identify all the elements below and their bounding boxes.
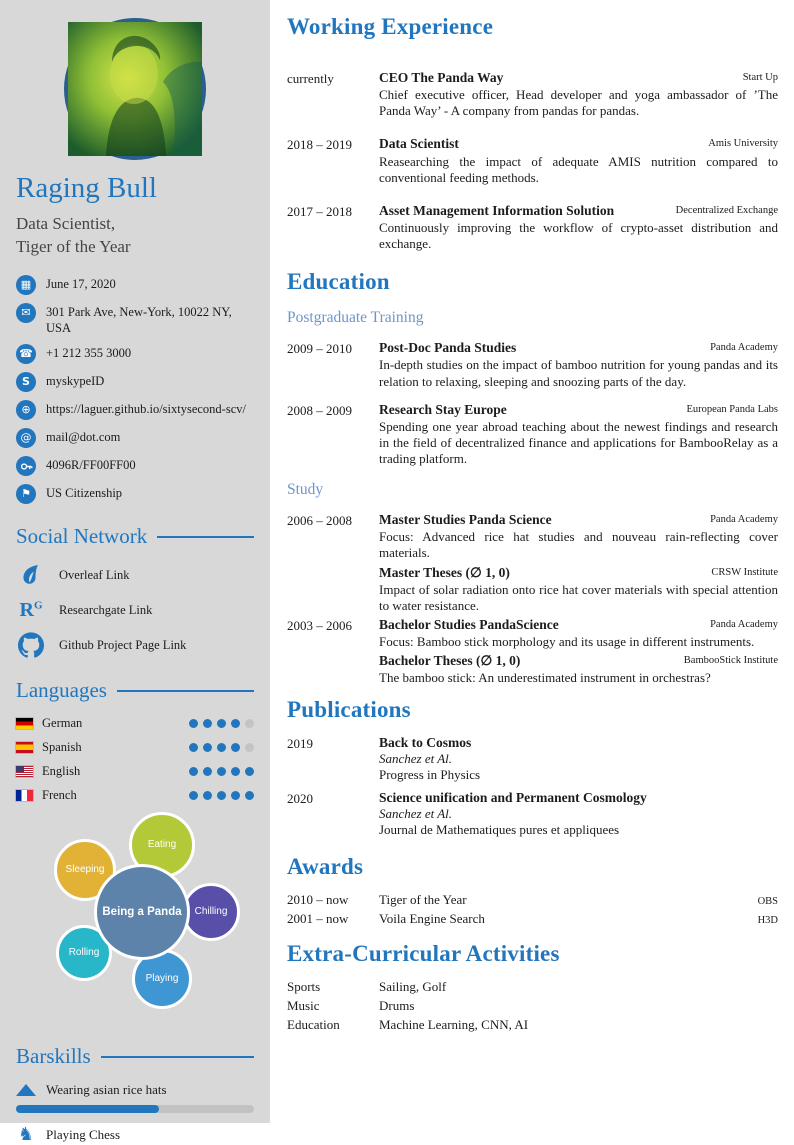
entry-title: Data Scientist bbox=[379, 136, 459, 152]
github-icon[interactable] bbox=[16, 632, 46, 658]
envelope-icon: ✉ bbox=[16, 303, 36, 323]
entry-description: Continuously improving the workflow of crypto-asset distribution and exchange. bbox=[379, 220, 778, 252]
publication-entry bbox=[287, 735, 778, 783]
experience-entry bbox=[287, 136, 778, 185]
language-row bbox=[16, 788, 254, 803]
award-row bbox=[287, 911, 778, 927]
section-heading-awards: Awards bbox=[287, 853, 364, 879]
calendar-icon: ▦ bbox=[16, 275, 36, 295]
sidebar bbox=[0, 0, 270, 1145]
language-name: Spanish bbox=[42, 740, 82, 755]
barskill-label: Wearing asian rice hats bbox=[46, 1082, 167, 1098]
barskill-rice-hats bbox=[16, 1082, 254, 1113]
entry-organization: Panda Academy bbox=[710, 514, 778, 526]
chess-knight-icon: ♞ bbox=[17, 1124, 35, 1145]
extra-category: Education bbox=[287, 1016, 340, 1032]
extra-row bbox=[287, 1017, 778, 1033]
publication-authors: Sanchez et Al. bbox=[379, 805, 453, 821]
language-row bbox=[16, 764, 254, 779]
us-flag bbox=[16, 766, 33, 777]
entry-organization: European Panda Labs bbox=[686, 403, 778, 415]
entry-period bbox=[287, 653, 379, 686]
publication-title: Science unification and Permanent Cosmology bbox=[379, 789, 647, 805]
bubble-playing: Playing bbox=[132, 949, 192, 1009]
section-heading-publications: Publications bbox=[287, 696, 411, 722]
languages-list bbox=[16, 716, 254, 803]
entry-title: Asset Management Information Solution bbox=[379, 202, 615, 218]
subsection-heading-study: Study bbox=[287, 481, 324, 499]
person-name: Raging Bull bbox=[16, 172, 157, 204]
section-heading-extra-curricular: Extra-Curricular Activities bbox=[287, 940, 560, 966]
key-icon bbox=[16, 456, 36, 476]
section-heading-education: Education bbox=[287, 269, 390, 295]
personality-bubble-chart bbox=[16, 812, 254, 1024]
social-item-researchgate bbox=[16, 600, 254, 620]
bubble-chilling: Chilling bbox=[182, 883, 240, 941]
entry-title: Bachelor Studies PandaScience bbox=[379, 616, 559, 632]
extra-row bbox=[287, 979, 778, 995]
publication-entry bbox=[287, 790, 778, 838]
entry-description: In-depth studies on the impact of bamboo nutrition for young pandas and its relation to relaxing, sleeping and snoozing parts of the day. bbox=[379, 357, 778, 389]
entry-organization: Amis University bbox=[708, 138, 778, 150]
entry-organization: Decentralized Exchange bbox=[675, 204, 778, 216]
entry-description: Focus: Advanced rice hat studies and nouveau rain-reflecting cover materials. bbox=[379, 529, 778, 561]
extra-value: Sailing, Golf bbox=[379, 978, 447, 994]
social-network-heading: Social Network bbox=[16, 524, 254, 549]
entry-description: Reasearching the impact of adequate AMIS nutrition compared to conventional feeding methods. bbox=[379, 153, 778, 185]
language-row bbox=[16, 716, 254, 731]
language-level-dots bbox=[184, 743, 254, 752]
french-flag bbox=[16, 790, 33, 801]
extra-value: Drums bbox=[379, 997, 415, 1013]
extra-row bbox=[287, 998, 778, 1014]
barskill-progress-bar bbox=[16, 1105, 254, 1113]
thesis-entry bbox=[287, 653, 778, 686]
contact-item-email: @ mail@dot.com bbox=[16, 428, 254, 448]
contact-item-phone: ☎ +1 212 355 3000 bbox=[16, 344, 254, 364]
at-icon: @ bbox=[16, 428, 36, 448]
experience-entry bbox=[287, 203, 778, 252]
language-level-dots bbox=[184, 791, 254, 800]
entry-period: 2008 – 2009 bbox=[287, 402, 352, 418]
entry-period: currently bbox=[287, 71, 334, 86]
entry-organization: Panda Academy bbox=[710, 342, 778, 354]
entry-title: Post-Doc Panda Studies bbox=[379, 340, 517, 356]
award-period: 2001 – now bbox=[287, 910, 349, 926]
entry-organization: BambooStick Institute bbox=[683, 655, 778, 667]
language-level-dots bbox=[184, 767, 254, 776]
publication-year: 2020 bbox=[287, 790, 313, 806]
bubble-sleeping: Sleeping bbox=[54, 839, 116, 901]
bubble-eating: Eating bbox=[129, 812, 195, 878]
entry-period: 2017 – 2018 bbox=[287, 203, 352, 219]
profile-photo bbox=[64, 18, 206, 160]
extra-value: Machine Learning, CNN, AI bbox=[379, 1016, 529, 1032]
entry-description: Chief executive officer, Head developer and yoga ambassador of ’The Panda Way’ - A company from pandas for pandas. bbox=[379, 87, 778, 119]
phone-icon: ☎ bbox=[16, 344, 36, 364]
entry-title: Master Theses (∅ 1, 0) bbox=[379, 564, 510, 580]
entry-description: Focus: Bamboo stick morphology and its usage in different instruments. bbox=[379, 634, 755, 650]
entry-title: Master Studies Panda Science bbox=[379, 512, 552, 528]
subsection-heading-postgraduate: Postgraduate Training bbox=[287, 309, 424, 327]
entry-period bbox=[287, 565, 379, 614]
german-flag bbox=[16, 718, 33, 729]
thesis-entry bbox=[287, 565, 778, 614]
extra-category: Sports bbox=[287, 978, 321, 994]
globe-icon: ⊕ bbox=[16, 400, 36, 420]
contact-item-address: ✉ 301 Park Ave, New-York, 10022 NY, USA bbox=[16, 303, 254, 336]
barskills-heading: Barskills bbox=[16, 1044, 254, 1069]
contact-item-birthday: ▦ June 17, 2020 bbox=[16, 275, 254, 295]
languages-heading: Languages bbox=[16, 678, 254, 703]
publication-authors: Sanchez et Al. bbox=[379, 750, 453, 766]
publication-journal: Progress in Physics bbox=[379, 766, 481, 782]
award-organization: H3D bbox=[757, 914, 778, 926]
education-entry bbox=[287, 617, 778, 650]
education-entry bbox=[287, 402, 778, 468]
publication-title: Back to Cosmos bbox=[379, 734, 472, 750]
researchgate-icon[interactable]: $R^G$ bbox=[19, 599, 43, 622]
social-links bbox=[16, 562, 254, 658]
section-heading-working-experience: Working Experience bbox=[287, 14, 494, 39]
entry-organization: Panda Academy bbox=[710, 618, 778, 630]
contact-item-website: ⊕ https://laguer.github.io/sixtysecond-scv/ bbox=[16, 400, 254, 420]
entry-period: 2018 – 2019 bbox=[287, 137, 352, 153]
award-title: Tiger of the Year bbox=[379, 891, 467, 907]
contact-item-pgp-key: 4096R/FF00FF00 bbox=[16, 456, 254, 476]
award-row bbox=[287, 892, 778, 908]
overleaf-icon[interactable] bbox=[16, 562, 46, 588]
language-name: French bbox=[42, 788, 77, 803]
entry-title: CEO The Panda Way bbox=[379, 70, 504, 85]
publication-year: 2019 bbox=[287, 735, 313, 751]
education-entry bbox=[287, 512, 778, 561]
person-role: Data Scientist, Tiger of the Year bbox=[16, 214, 131, 256]
skype-icon: S bbox=[16, 372, 36, 392]
contact-item-citizenship: ⚑ US Citizenship bbox=[16, 484, 254, 504]
language-name: English bbox=[42, 764, 81, 779]
entry-period: 2003 – 2006 bbox=[287, 617, 352, 633]
profile-photo-image bbox=[68, 22, 202, 156]
award-organization: OBS bbox=[757, 895, 778, 907]
entry-organization: CRSW Institute bbox=[711, 566, 778, 578]
main-content bbox=[270, 0, 794, 1123]
entry-description: Spending one year abroad teaching about the newest findings and research in the field of decentralized finance and applications for BambooRelay as a trading platform. bbox=[379, 418, 778, 467]
spanish-flag bbox=[16, 742, 33, 753]
entry-description: The bamboo stick: An underestimated instrument in orchestras? bbox=[379, 670, 711, 686]
social-link-label[interactable]: Researchgate Link bbox=[59, 602, 153, 617]
social-item-overleaf bbox=[16, 562, 254, 588]
barskill-chess bbox=[16, 1126, 254, 1144]
language-level-dots bbox=[184, 719, 254, 728]
extra-category: Music bbox=[287, 997, 320, 1013]
entry-period: 2009 – 2010 bbox=[287, 341, 352, 357]
social-link-label[interactable]: Github Project Page Link bbox=[59, 637, 187, 652]
experience-entry bbox=[287, 70, 778, 119]
rice-hat-icon bbox=[16, 1084, 36, 1096]
award-title: Voila Engine Search bbox=[379, 910, 485, 926]
contact-item-skype: S myskypeID bbox=[16, 372, 254, 392]
language-name: German bbox=[42, 716, 83, 731]
entry-description: Impact of solar radiation onto rice hat cover materials with special attention to water resistance. bbox=[379, 581, 778, 613]
entry-title: Bachelor Theses (∅ 1, 0) bbox=[379, 653, 521, 669]
entry-period: 2006 – 2008 bbox=[287, 513, 352, 529]
entry-title: Research Stay Europe bbox=[379, 401, 507, 417]
social-link-label[interactable]: Overleaf Link bbox=[59, 567, 130, 582]
contact-list bbox=[16, 275, 254, 504]
language-row bbox=[16, 740, 254, 755]
bubble-being-a-panda: Being a Panda bbox=[94, 864, 190, 960]
flag-icon: ⚑ bbox=[16, 484, 36, 504]
award-period: 2010 – now bbox=[287, 891, 349, 907]
bubble-rolling: Rolling bbox=[56, 925, 112, 981]
entry-organization: Start Up bbox=[742, 72, 778, 83]
barskill-label: Playing Chess bbox=[46, 1127, 121, 1143]
education-entry bbox=[287, 340, 778, 389]
social-item-github bbox=[16, 632, 254, 658]
publication-journal: Journal de Mathematiques pures et appliquees bbox=[379, 821, 620, 837]
